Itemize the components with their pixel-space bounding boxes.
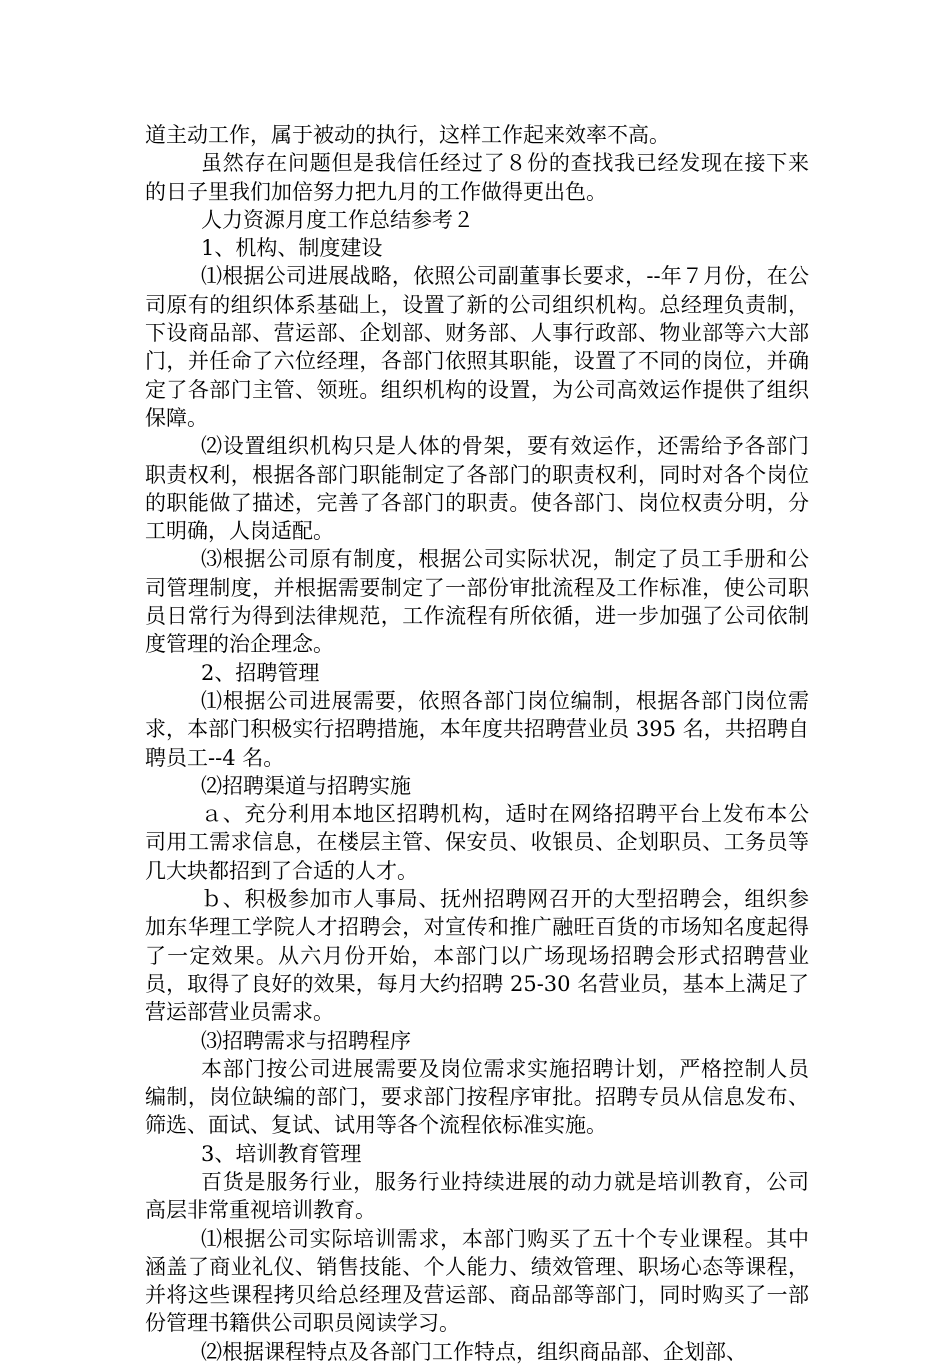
paragraph-recruit-b: ｂ、积极参加市人事局、抚州招聘网召开的大型招聘会，组织参加东华理工学院人才招聘会，对宣传和推广融旺百货的市场知名度起得了一定效果。从六月份开始，本部门以广场现场招聘会形式招聘营业员，取得了良好的效果，每月大约招聘 25-30 名营业员，基本上满足了营运部营业员需求。: [145, 887, 809, 1025]
paragraph-recruit-1: ⑴根据公司进展需要，依照各部门岗位编制，根据各部门岗位需求，本部门积极实行招聘措施，本年度共招聘营业员 395 名，共招聘自聘员工--4 名。: [145, 688, 809, 770]
heading-recruitment: 2、招聘管理: [201, 660, 320, 685]
paragraph-training-1: ⑴根据公司实际培训需求，本部门购买了五十个专业课程。其中涵盖了商业礼仪、销售技能、个人能力、绩效管理、职场心态等课程，并将这些课程拷贝给总经理及营运部、商品部等部门，同时购买了一部份管理书籍供公司职员阅读学习。: [145, 1226, 809, 1336]
paragraph-org-3: ⑶根据公司原有制度，根据公司实际状况，制定了员工手册和公司管理制度，并根据需要制定了一部份审批流程及工作标准，使公司职员日常行为得到法律规范，工作流程有所依循，进一步加强了公司依制度管理的治企理念。: [145, 547, 809, 657]
section-title: 人力资源月度工作总结参考２: [201, 207, 474, 232]
paragraph-recruit-process: 本部门按公司进展需要及岗位需求实施招聘计划，严格控制人员编制，岗位缺编的部门，要求部门按程序审批。招聘专员从信息发布、筛选、面试、复试、试用等各个流程依标准实施。: [145, 1056, 809, 1138]
paragraph-recruit-3: ⑶招聘需求与招聘程序: [201, 1028, 411, 1053]
paragraph-recruit-2: ⑵招聘渠道与招聘实施: [201, 773, 411, 798]
paragraph-training-intro: 百货是服务行业，服务行业持续进展的动力就是培训教育，公司高层非常重视培训教育。: [145, 1169, 809, 1223]
paragraph-continuation: 道主动工作，属于被动的执行，这样工作起来效率不高。: [145, 123, 670, 147]
paragraph-recruit-a: ａ、充分利用本地区招聘机构，适时在网络招聘平台上发布本公司用工需求信息，在楼层主管、保安员、收银员、企划职员、工务员等几大块都招到了合适的人才。: [145, 802, 809, 883]
paragraph-org-2: ⑵设置组织机构只是人体的骨架，要有效运作，还需给予各部门职责权利，根据各部门职能制定了各部门的职责权利，同时对各个岗位的职能做了描述，完善了各部门的职责。使各部门、岗位权责分明，分工明确，人岗适配。: [145, 434, 809, 544]
paragraph-org-1: ⑴根据公司进展战略，依照公司副董事长要求，--年７月份，在公司原有的组织体系基础上，设置了新的公司组织机构。总经理负责制，下设商品部、营运部、企划部、财务部、人事行政部、物业部等六大部门，并任命了六位经理，各部门依照其职能，设置了不同的岗位，并确定了各部门主管、领班。组织机构的设置，为公司高效运作提供了组织保障。: [145, 264, 809, 430]
paragraph-conclusion: 虽然存在问题但是我信任经过了８份的查找我已经发现在接下来的日子里我们加倍努力把九月的工作做得更出色。: [145, 151, 809, 204]
document-body: [145, 121, 809, 1366]
heading-training: 3、培训教育管理: [201, 1141, 362, 1166]
heading-organization: 1、机构、制度建设: [201, 236, 383, 261]
paragraph-training-2: ⑵根据课程特点及各部门工作特点，组织商品部、企划部、: [201, 1339, 747, 1364]
